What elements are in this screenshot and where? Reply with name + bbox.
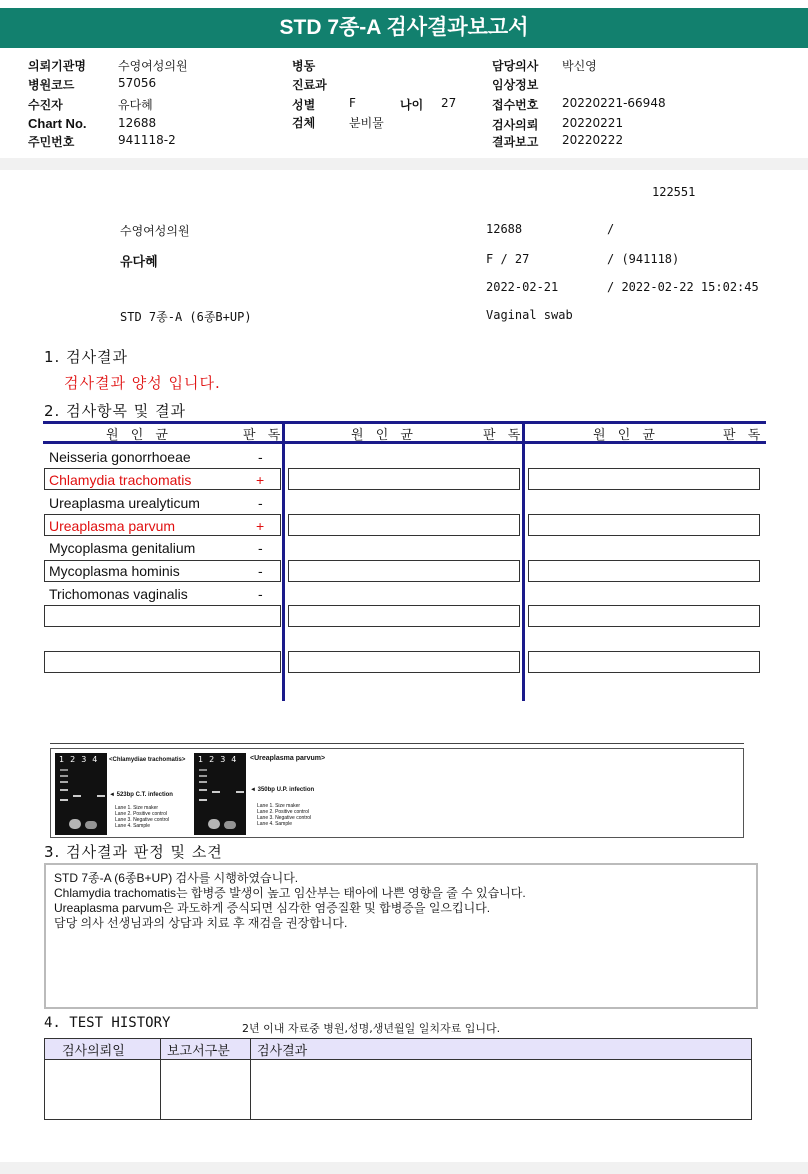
lane-number: 2 xyxy=(209,755,221,764)
lane-number: 1 xyxy=(59,755,71,764)
organism-result: - xyxy=(258,449,263,465)
comment-line: 담당 의사 선생님과의 상담과 치료 후 재검을 권장합니다. xyxy=(54,916,348,930)
organism-result: + xyxy=(256,518,265,534)
organism-result: - xyxy=(258,540,263,556)
organism-name: Ureaplasma urealyticum xyxy=(49,495,200,511)
row-box xyxy=(288,605,520,627)
row-box xyxy=(288,468,520,490)
row-box xyxy=(288,560,520,582)
gel-top-rule xyxy=(50,743,744,744)
section3-heading: 3. 검사결과 판정 및 소견 xyxy=(44,843,223,861)
footer-band xyxy=(0,1162,808,1174)
gel-legend xyxy=(257,803,311,827)
lane-number: 4 xyxy=(92,755,104,764)
slash: / xyxy=(607,222,615,236)
row-box xyxy=(288,651,520,673)
organism-name: Chlamydia trachomatis xyxy=(49,472,192,488)
organism-result: - xyxy=(258,586,263,602)
separator-band xyxy=(0,158,808,170)
col-header-organism: 원 인 균 xyxy=(351,428,417,443)
header-label: 성별 xyxy=(292,98,316,112)
section1-heading: 1. 검사결과 xyxy=(44,348,129,366)
legend-line: Lane 4. Sample xyxy=(257,821,293,827)
report-datetime: / 2022-02-22 15:02:45 xyxy=(607,280,759,294)
legend-line: Lane 1. Size maker xyxy=(115,805,159,811)
organism-name: Mycoplasma genitalium xyxy=(49,540,196,556)
gel-image xyxy=(55,753,107,835)
row-box xyxy=(528,651,760,673)
comment-line: STD 7종-A (6종B+UP) 검사를 시행하였습니다. xyxy=(54,871,299,885)
header-label: 검체 xyxy=(292,116,316,130)
specimen: Vaginal swab xyxy=(486,308,573,322)
header-label: 접수번호 xyxy=(492,98,539,112)
header-value: 941118-2 xyxy=(118,133,176,147)
legend-line: Lane 3. Negative control xyxy=(115,817,170,823)
col-header-result: 판 독 xyxy=(243,428,285,443)
col-header-organism: 원 인 균 xyxy=(593,428,659,443)
header-value: 57056 xyxy=(118,76,157,90)
header-label: 병동 xyxy=(292,59,316,73)
header-value: 분비물 xyxy=(349,116,384,130)
organism-result: + xyxy=(256,472,265,488)
header-label: 담당의사 xyxy=(492,59,539,73)
header-value: 박신영 xyxy=(562,59,597,73)
header-value: 27 xyxy=(441,96,457,110)
request-date: 2022-02-21 xyxy=(486,280,559,294)
gel-band-label: ◄ 350bp U.P. infection xyxy=(250,787,315,793)
header-value: 유다혜 xyxy=(118,98,153,112)
gel-panel xyxy=(50,748,744,838)
section2-heading: 2. 검사항목 및 결과 xyxy=(44,402,187,420)
header-value: 20220221-66948 xyxy=(562,96,666,110)
history-header-row xyxy=(45,1039,752,1060)
header-label: 의뢰기관명 xyxy=(28,59,86,73)
legend-line: Lane 4. Sample xyxy=(115,823,151,829)
organism-result: - xyxy=(258,563,263,579)
comment-line: Chlamydia trachomatis는 합병증 발생이 높고 임산부는 태아에 나쁜 영향을 줄 수 있습니다. xyxy=(54,886,526,900)
overall-result: 검사결과 양성 입니다. xyxy=(64,374,221,392)
history-col-header: 검사의뢰일 xyxy=(45,1039,161,1060)
test-name: STD 7종-A (6종B+UP) xyxy=(120,310,252,324)
row-box xyxy=(44,651,281,673)
header-value: F xyxy=(349,96,356,110)
header-value: 20220221 xyxy=(562,116,624,130)
row-box xyxy=(528,468,760,490)
chart-number: 12688 xyxy=(486,222,523,236)
header-label: 진료과 xyxy=(292,78,327,92)
row-box xyxy=(44,605,281,627)
legend-line: Lane 1. Size maker xyxy=(257,803,301,809)
lane-number: 1 xyxy=(198,755,210,764)
gel-title: <Ureaplasma parvum> xyxy=(250,755,326,762)
history-empty-row xyxy=(45,1060,752,1120)
history-col-header: 보고서구분 xyxy=(161,1039,251,1060)
col-header-result: 판 독 xyxy=(723,428,765,443)
sex-age: F / 27 xyxy=(486,252,530,266)
row-box xyxy=(528,514,760,536)
lane-number: 3 xyxy=(220,755,232,764)
header-label: 주민번호 xyxy=(28,135,75,149)
organism-name: Trichomonas vaginalis xyxy=(49,586,188,602)
row-box xyxy=(528,560,760,582)
history-col-header: 검사결과 xyxy=(251,1039,752,1060)
history-note: 2년 이내 자료중 병원,성명,생년월일 일치자료 입니다. xyxy=(242,1022,501,1035)
lane-number: 4 xyxy=(231,755,243,764)
header-label: 결과보고 xyxy=(492,135,539,149)
legend-line: Lane 2. Positive control xyxy=(257,809,309,815)
lane-number: 3 xyxy=(81,755,93,764)
patient-name: 유다혜 xyxy=(120,255,158,270)
section4-heading: 4. TEST HISTORY xyxy=(44,1015,171,1031)
header-label: 수진자 xyxy=(28,98,63,112)
organism-name: Neisseria gonorrhoeae xyxy=(49,449,191,465)
gel-legend xyxy=(115,805,169,829)
band-label-text: 350bp U.P. infection xyxy=(257,787,315,793)
gel-title: <Chlamydiae trachomatis> xyxy=(109,757,186,763)
col-header-organism: 원 인 균 xyxy=(106,428,172,443)
comment-box xyxy=(44,863,758,1009)
band-label-text: 523bp C.T. infection xyxy=(116,792,173,798)
column-divider xyxy=(522,421,525,701)
gel-band-label: ◄ 523bp C.T. infection xyxy=(109,792,173,798)
history-table xyxy=(44,1038,752,1120)
birth-date: / (941118) xyxy=(607,252,680,266)
report-title: STD 7종-A 검사결과보고서 xyxy=(0,8,808,48)
header-value: 12688 xyxy=(118,116,157,130)
header-label: 병원코드 xyxy=(28,78,75,92)
col-header-result: 판 독 xyxy=(483,428,525,443)
organism-name: Ureaplasma parvum xyxy=(49,518,176,534)
column-divider xyxy=(282,421,285,701)
header-label: Chart No. xyxy=(28,116,87,131)
legend-line: Lane 3. Negative control xyxy=(257,815,312,821)
lane-number: 2 xyxy=(70,755,82,764)
header-label: 임상정보 xyxy=(492,78,539,92)
hospital-name: 수영여성의원 xyxy=(120,224,190,238)
header-label: 검사의뢰 xyxy=(492,118,539,132)
gel-image xyxy=(194,753,246,835)
header-value: 수영여성의원 xyxy=(118,59,188,73)
row-box xyxy=(528,605,760,627)
organism-result: - xyxy=(258,495,263,511)
report-code: 122551 xyxy=(652,185,696,199)
legend-line: Lane 2. Positive control xyxy=(115,811,167,817)
row-box xyxy=(288,514,520,536)
header-label: 나이 xyxy=(400,98,424,112)
header-value: 20220222 xyxy=(562,133,624,147)
organism-name: Mycoplasma hominis xyxy=(49,563,180,579)
comment-line: Ureaplasma parvum은 과도하게 증식되면 심각한 염증질환 및 합병증을 일으킵니다. xyxy=(54,901,491,915)
